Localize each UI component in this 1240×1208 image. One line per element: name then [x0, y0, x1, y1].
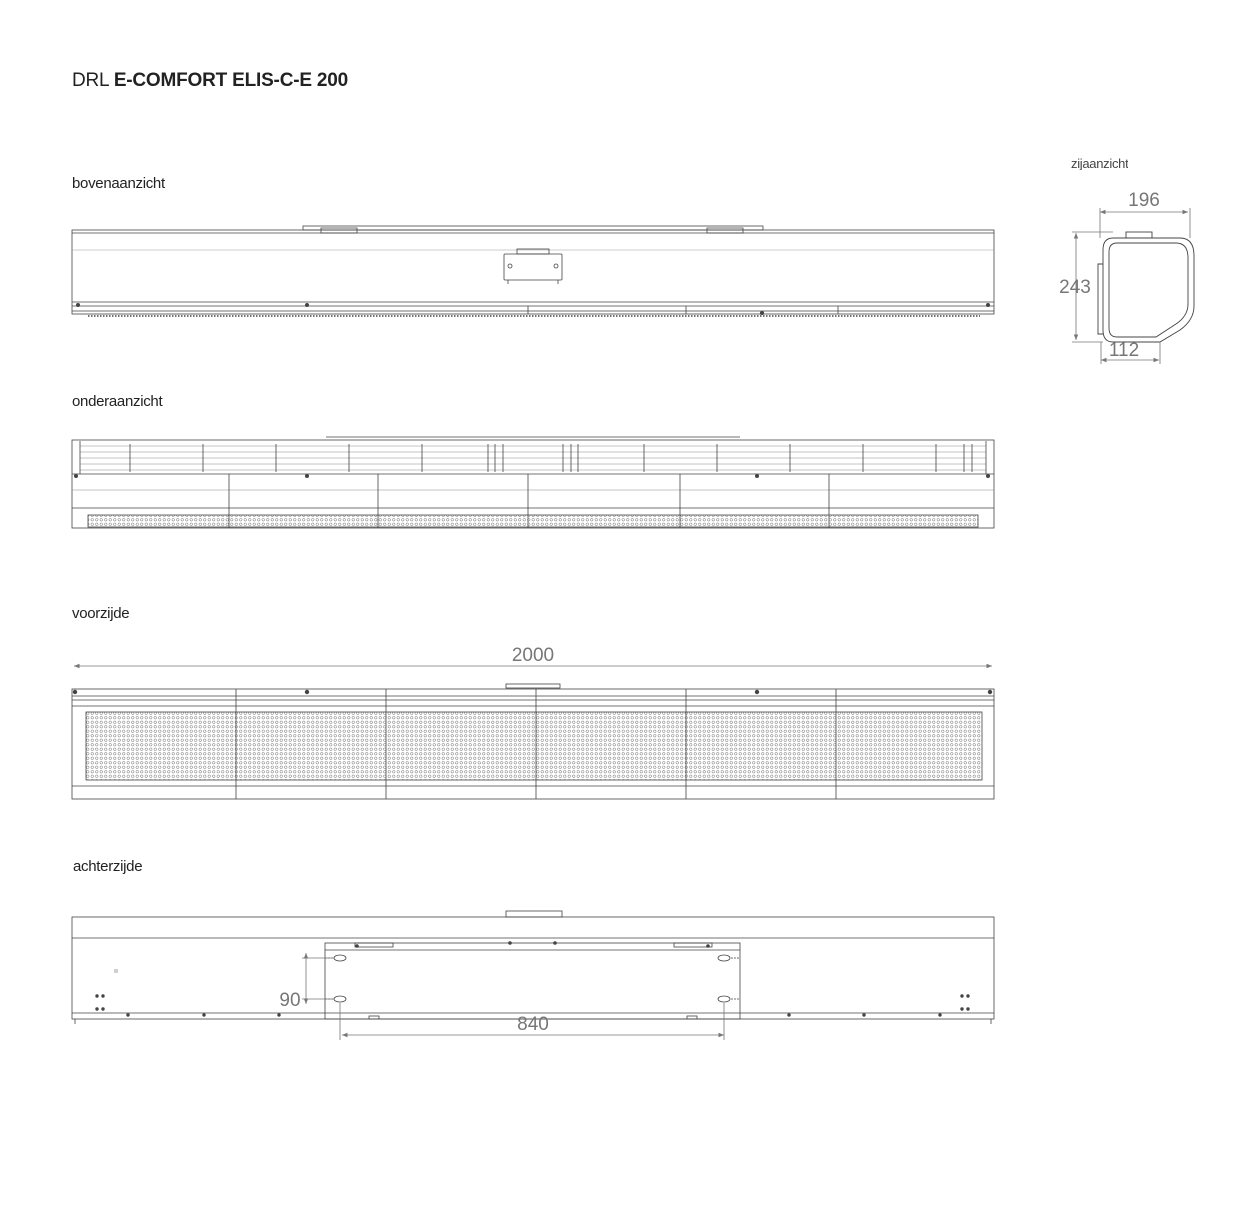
title-prefix: DRL [72, 70, 109, 91]
bottom-view-drawing [72, 437, 994, 528]
front-view-drawing [72, 684, 994, 799]
dimension-side-bottom: 112 [1108, 340, 1140, 361]
label-side-view: zijaanzicht [1071, 156, 1129, 170]
dimension-side-width: 196 [1128, 190, 1160, 211]
label-top-view: bovenaanzicht [72, 175, 165, 192]
label-back-view: achterzijde [73, 858, 143, 875]
back-view-drawing [72, 911, 994, 1024]
back-dimension-lines [302, 953, 724, 1040]
label-bottom-view: onderaanzicht [72, 393, 163, 410]
dimension-length: 2000 [511, 645, 555, 666]
dimension-back-height: 90 [279, 990, 301, 1011]
top-view-drawing [72, 226, 994, 316]
label-front-view: voorzijde [72, 605, 130, 622]
title-model: E-COMFORT ELIS-C-E 200 [113, 70, 348, 91]
dimension-side-height: 243 [1059, 277, 1091, 298]
dimension-back-width: 840 [517, 1014, 549, 1035]
side-view-drawing [1098, 232, 1194, 342]
